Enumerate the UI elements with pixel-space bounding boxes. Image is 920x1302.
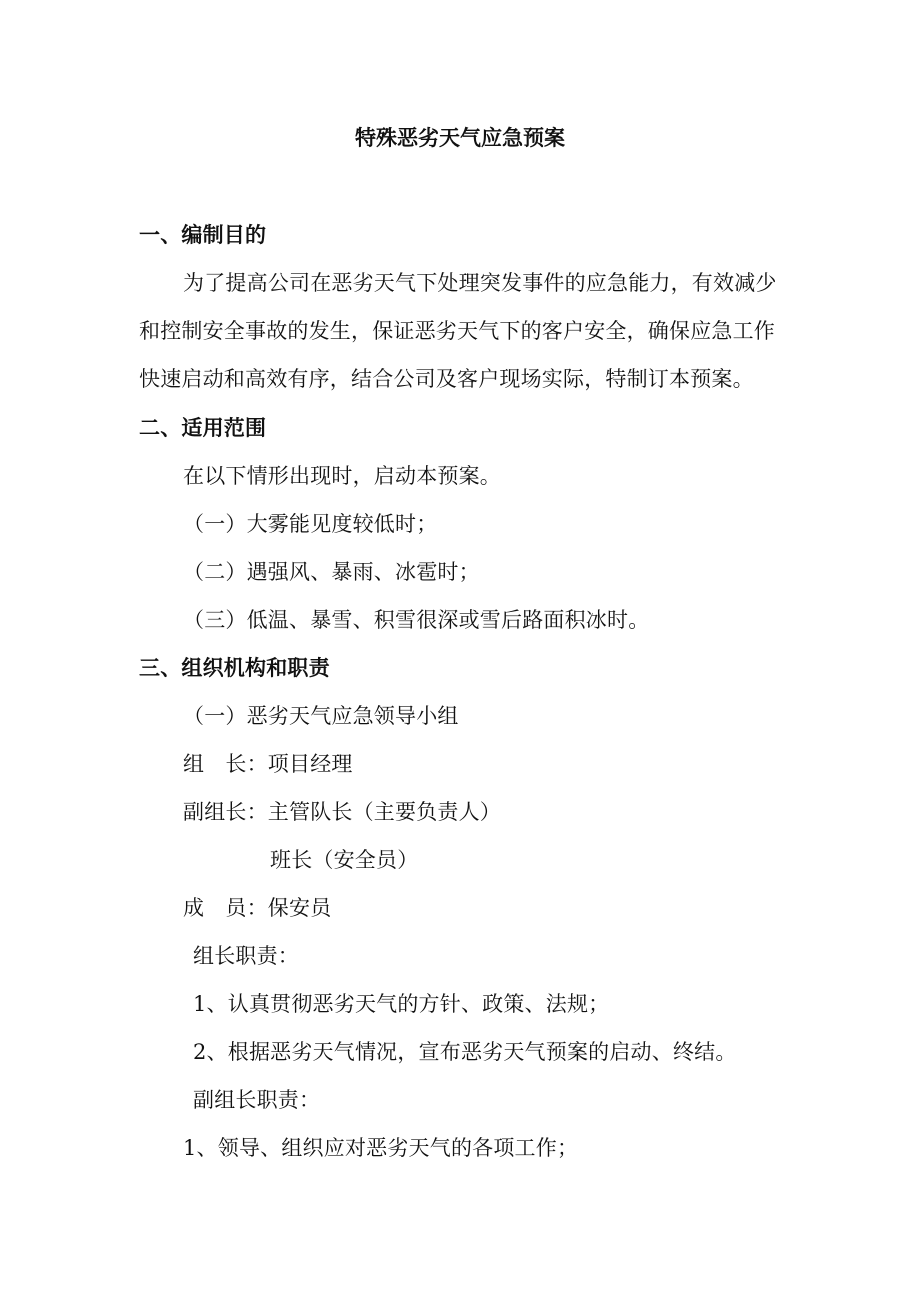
section-heading-organization: 三、组织机构和职责	[139, 656, 330, 680]
list-item: 1、领导、组织应对恶劣天气的各项工作；	[183, 1136, 579, 1160]
list-item: （一）大雾能见度较低时；	[183, 512, 438, 536]
role-line-leader: 组 长：项目经理	[183, 752, 353, 776]
section-heading-scope: 二、适用范围	[139, 416, 267, 440]
section-heading-purpose: 一、编制目的	[139, 223, 267, 247]
duties-heading-leader: 组长职责：	[193, 944, 299, 968]
list-item: （二）遇强风、暴雨、冰雹时；	[183, 560, 480, 584]
paragraph-line: 和控制安全事故的发生，保证恶劣天气下的客户安全，确保应急工作	[139, 319, 775, 343]
document-title: 特殊恶劣天气应急预案	[355, 126, 565, 150]
list-item: 2、根据恶劣天气情况，宣布恶劣天气预案的启动、终结。	[193, 1040, 737, 1064]
role-line-deputy: 副组长：主管队长（主要负责人）	[183, 800, 501, 824]
paragraph-line: 快速启动和高效有序，结合公司及客户现场实际，特制订本预案。	[139, 367, 754, 391]
paragraph-line: 为了提高公司在恶劣天气下处理突发事件的应急能力，有效减少	[183, 271, 777, 295]
subsection-heading: （一）恶劣天气应急领导小组	[183, 704, 459, 728]
list-item: （三）低温、暴雪、积雪很深或雪后路面积冰时。	[183, 608, 650, 632]
role-line-deputy-continued: 班长（安全员）	[270, 848, 419, 872]
duties-heading-deputy: 副组长职责：	[193, 1088, 321, 1112]
paragraph-line: 在以下情形出现时，启动本预案。	[183, 464, 501, 488]
role-line-members: 成 员：保安员	[183, 896, 332, 920]
list-item: 1、认真贯彻恶劣天气的方针、政策、法规；	[193, 992, 610, 1016]
